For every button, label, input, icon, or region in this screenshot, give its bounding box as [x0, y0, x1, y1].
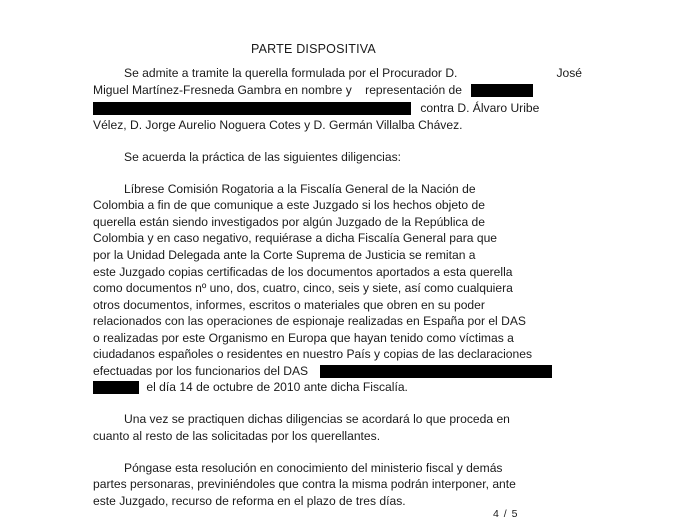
- redaction-bar: [320, 365, 552, 378]
- text-segment: José: [556, 66, 582, 80]
- paragraph-5-line-1: Póngase esta resolución en conocimiento del ministerio fiscal y demás: [124, 461, 503, 475]
- paragraph-1-line-2: [93, 83, 583, 97]
- paragraph-4-line-2: cuanto al resto de las solicitadas por los querellantes.: [93, 429, 381, 443]
- paragraph-3-line-2: Colombia a fin de que comunique a este Juzgado si los hechos objeto de: [93, 198, 485, 212]
- redaction-bar: [93, 381, 139, 394]
- paragraph-4-line-1: Una vez se practiquen dichas diligencias se acordará lo que proceda en: [124, 412, 510, 426]
- paragraph-5-line-2: partes personaras, previniéndoles que contra la misma podrán interponer, ante: [93, 477, 516, 491]
- paragraph-3-line-13: [93, 380, 408, 394]
- paragraph-3-line-12: [93, 364, 552, 378]
- paragraph-3-line-7: como documentos nº uno, dos, cuatro, cinco, seis y siete, así como cualquiera: [93, 281, 513, 295]
- paragraph-3-line-6: este Juzgado copias certificadas de los documentos aportados a esta querella: [93, 265, 513, 279]
- paragraph-3-line-4: Colombia y en caso negativo, requiérase a dicha Fiscalía General para que: [93, 231, 498, 245]
- text-segment: el día 14 de octubre de 2010 ante dicha Fiscalía.: [146, 380, 408, 394]
- paragraph-1-line-1: [124, 66, 582, 80]
- paragraph-3-line-11: ciudadanos españoles o residentes en nuestro País y copias de las declaraciones: [93, 347, 533, 361]
- redaction-bar: [93, 102, 411, 115]
- redaction-bar: [471, 84, 533, 97]
- page-title: PARTE DISPOSITIVA: [251, 42, 376, 56]
- text-segment: contra D. Álvaro Uribe: [420, 101, 540, 115]
- paragraph-3-line-1: Líbrese Comisión Rogatoria a la Fiscalía General de la Nación de: [124, 182, 476, 196]
- paragraph-1-line-3: [93, 101, 583, 115]
- paragraph-5-line-3: este Juzgado, recurso de reforma en el plazo de tres días.: [93, 494, 406, 508]
- page-number: 4 / 5: [493, 508, 519, 520]
- paragraph-3-line-8: otros documentos, informes, escritos o materiales que obren en su poder: [93, 298, 485, 312]
- paragraph-2: Se acuerda la práctica de las siguientes diligencias:: [124, 150, 401, 164]
- paragraph-3-line-3: querella están siendo investigados por algún Juzgado de la República de: [93, 215, 485, 229]
- paragraph-3-line-5: por la Unidad Delegada ante la Corte Suprema de Justicia se remitan a: [93, 248, 476, 262]
- text-segment: Se admite a tramite la querella formulada por el Procurador D.: [124, 66, 458, 80]
- paragraph-3-line-9: relacionados con las operaciones de espionaje realizadas en España por el DAS: [93, 314, 526, 328]
- text-segment: efectuadas por los funcionarios del DAS: [93, 364, 309, 378]
- paragraph-1-line-4: Vélez, D. Jorge Aurelio Noguera Cotes y D. Germán Villalba Chávez.: [93, 118, 463, 132]
- paragraph-3-line-10: o realizadas por este Organismo en Europa que hayan tenido como víctimas a: [93, 331, 514, 345]
- text-segment: representación de: [365, 83, 462, 97]
- text-segment: Miguel Martínez-Fresneda Gambra en nombre y: [93, 83, 352, 97]
